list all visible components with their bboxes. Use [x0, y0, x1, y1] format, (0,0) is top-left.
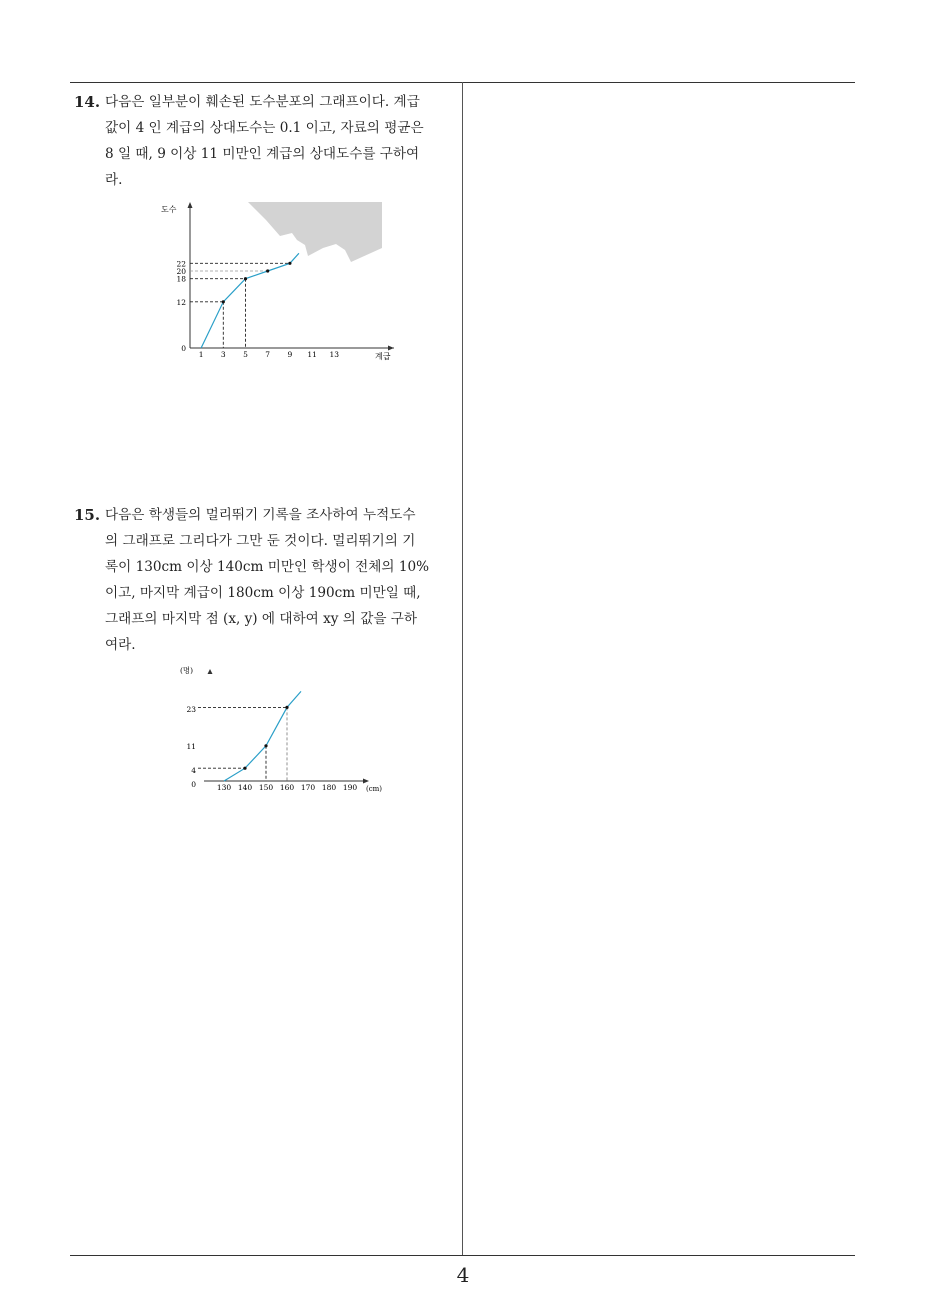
data-point — [222, 300, 225, 303]
y-tick-label: 0 — [181, 344, 186, 353]
problem-line: 값이 4 인 계급의 상대도수는 0.1 이고, 자료의 평균은 — [105, 120, 424, 136]
problem-line: 그래프의 마지막 점 (x, y) 에 대하여 xy 의 값을 구하 — [105, 611, 418, 627]
x-tick-label: 11 — [307, 350, 317, 359]
x-tick-label: 130 — [216, 783, 232, 792]
x-axis-arrow — [388, 346, 394, 351]
x-tick-label: 160 — [279, 783, 295, 792]
y-tick-label: 18 — [176, 274, 186, 284]
x-tick-label: 170 — [300, 783, 316, 792]
y-tick-label: 20 — [176, 267, 186, 276]
x-tick-label: 13 — [329, 350, 340, 359]
x-tick-label: 190 — [342, 783, 358, 792]
problem-line: 이고, 마지막 계급이 180cm 이상 190cm 미만일 때, — [105, 585, 421, 601]
problem-15 — [74, 502, 458, 658]
problem-line: 라. — [105, 172, 123, 188]
y-tick-label: 23 — [186, 705, 196, 714]
problem-number: 15. — [74, 506, 101, 524]
column-divider — [462, 82, 463, 1256]
data-point — [264, 744, 267, 747]
y-axis-label: 도수 — [161, 205, 177, 214]
y-tick-label: 11 — [186, 742, 196, 751]
series-line — [224, 691, 301, 781]
problem-line: 의 그래프로 그리다가 그만 둔 것이다. 멀리뛰기의 기 — [105, 533, 416, 549]
x-tick-label: 5 — [243, 350, 248, 359]
y-tick-label: 22 — [176, 259, 186, 269]
problem-line: 록이 130cm 이상 140cm 미만인 학생이 전체의 10% — [105, 559, 430, 575]
x-tick-label: 7 — [265, 350, 271, 359]
x-axis-label: (cm) — [366, 785, 383, 793]
problem-text — [105, 89, 458, 193]
data-point — [285, 706, 288, 709]
problem-14 — [74, 89, 458, 193]
y-tick-label: 0 — [191, 780, 196, 789]
y-tick-label: 4 — [191, 766, 196, 775]
problem-number: 14. — [74, 93, 101, 111]
y-axis-arrow — [188, 202, 193, 208]
frequency-polygon-chart — [158, 198, 398, 366]
data-point — [288, 262, 291, 265]
data-point — [243, 767, 246, 770]
problem-line: 여라. — [105, 637, 136, 653]
problem-line: 다음은 학생들의 멀리뛰기 기록을 조사하여 누적도수 — [105, 507, 416, 523]
x-tick-label: 180 — [321, 783, 337, 792]
x-axis-arrow — [363, 779, 369, 784]
data-point — [244, 277, 247, 280]
problem-line: 다음은 일부분이 훼손된 도수분포의 그래프이다. 계급 — [105, 94, 420, 110]
cumulative-frequency-chart — [172, 660, 392, 800]
y-tick-label: 12 — [176, 297, 186, 307]
page-number: 4 — [456, 1263, 470, 1287]
x-tick-label: 140 — [237, 783, 253, 792]
problem-text — [105, 502, 458, 658]
series-line — [201, 253, 299, 348]
x-tick-label: 9 — [287, 350, 293, 359]
bottom-rule — [70, 1255, 855, 1256]
x-tick-label: 3 — [220, 350, 226, 359]
x-tick-label: 1 — [198, 350, 204, 359]
y-axis-label: (명) — [180, 666, 194, 675]
data-point — [266, 269, 269, 272]
problem-line: 8 일 때, 9 이상 11 미만인 계급의 상대도수를 구하여 — [105, 146, 420, 162]
y-axis-arrow — [208, 669, 213, 674]
x-axis-label: 계급 — [375, 352, 391, 361]
x-tick-label: 150 — [258, 783, 274, 792]
damaged-area — [248, 202, 382, 262]
